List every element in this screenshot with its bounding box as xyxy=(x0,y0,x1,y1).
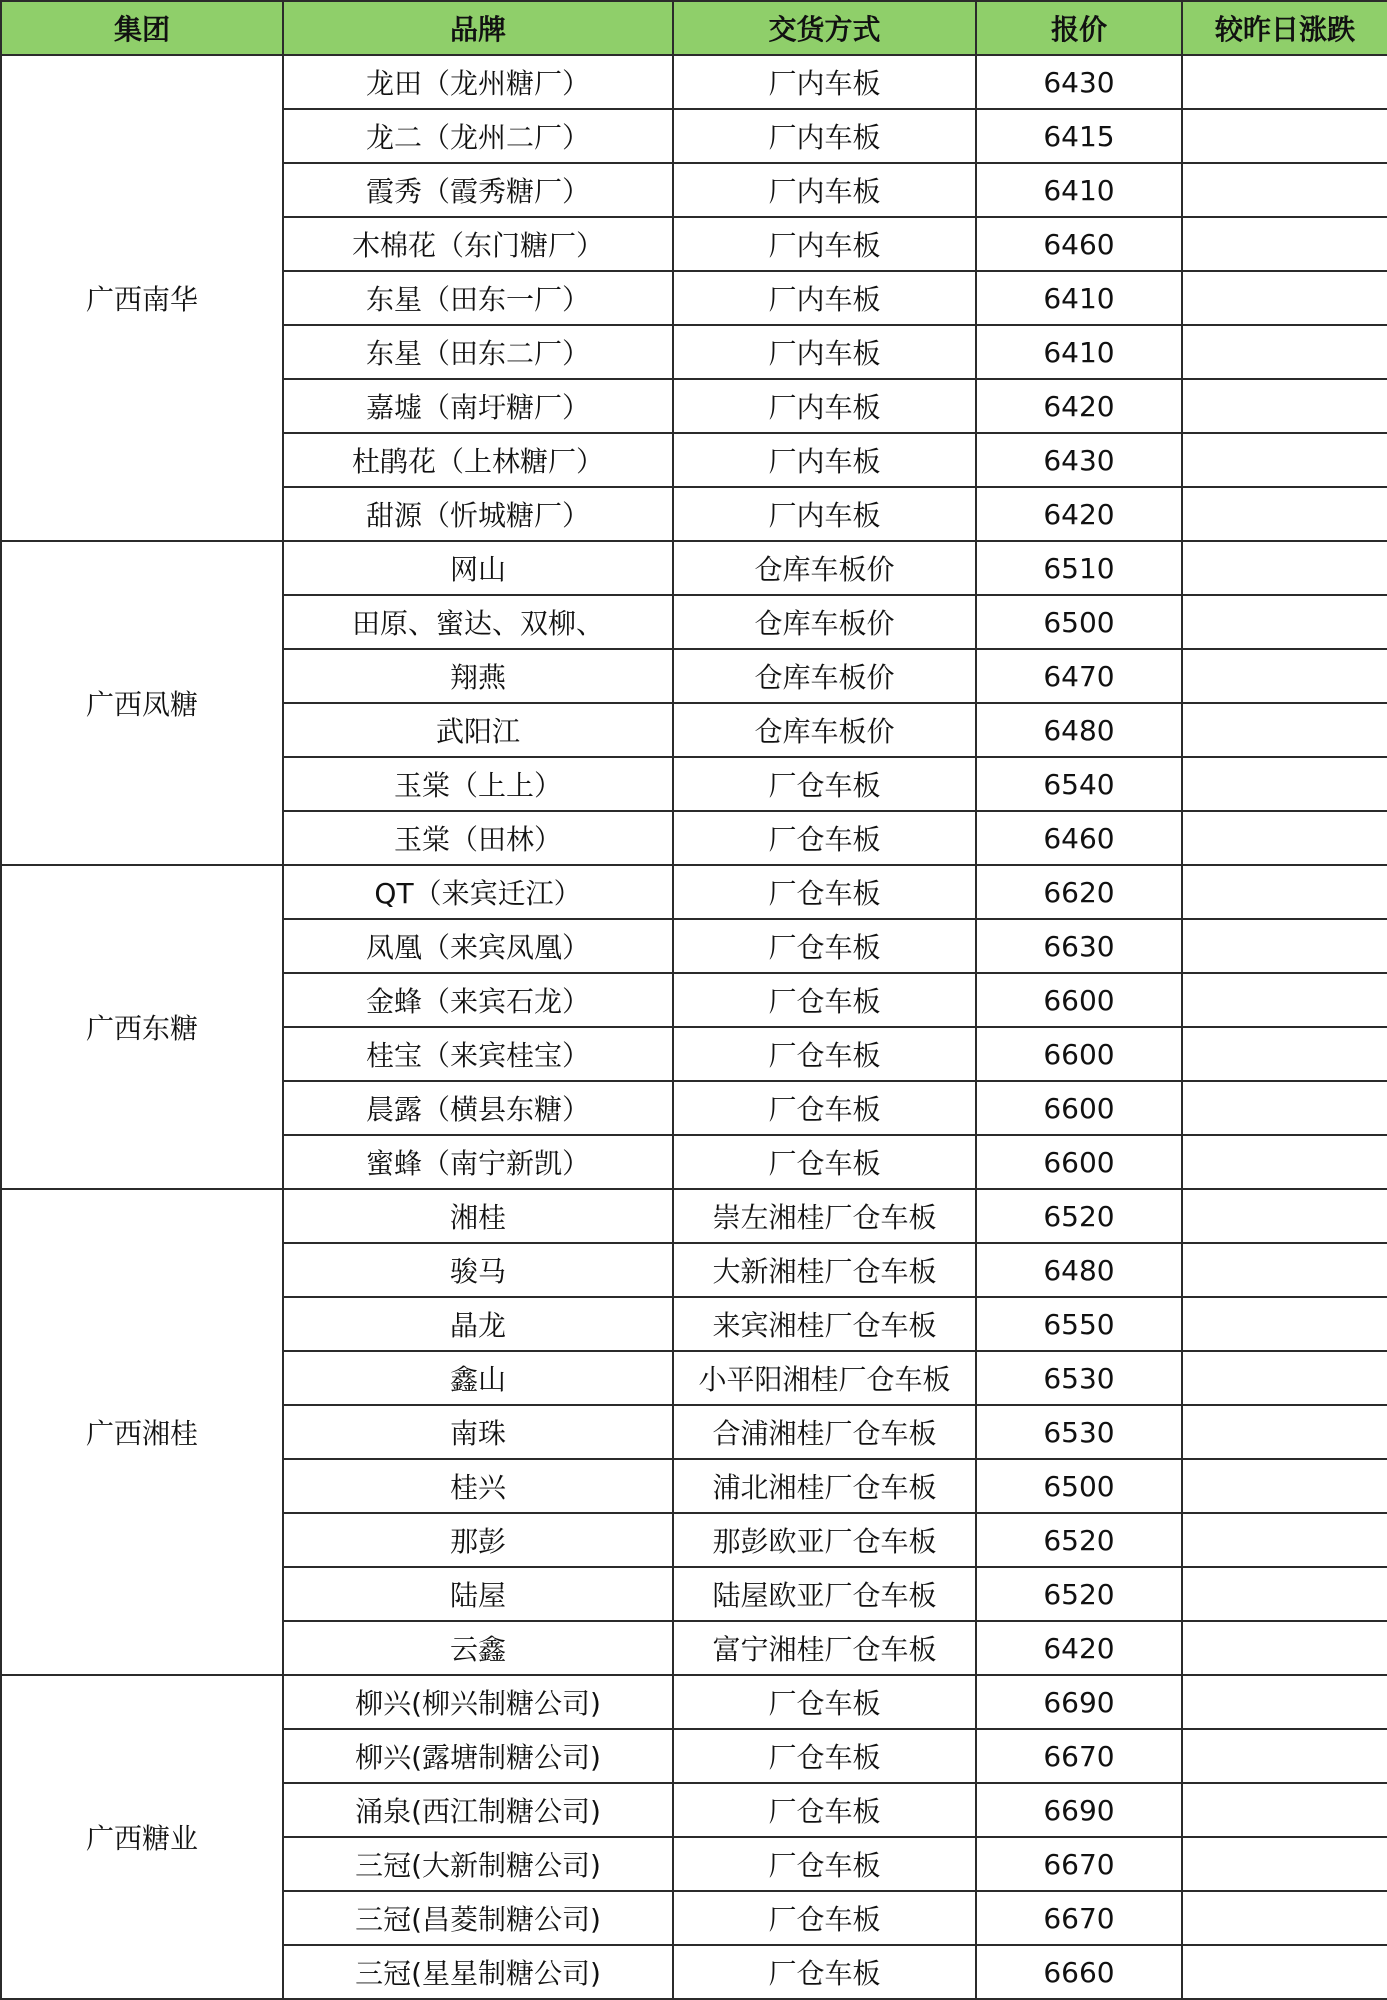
change-cell xyxy=(1182,1729,1387,1783)
brand-cell: 三冠(昌菱制糖公司) xyxy=(283,1891,673,1945)
delivery-cell: 厂内车板 xyxy=(673,55,976,109)
brand-cell: 甜源（忻城糖厂） xyxy=(283,487,673,541)
delivery-cell: 厂仓车板 xyxy=(673,919,976,973)
delivery-cell: 小平阳湘桂厂仓车板 xyxy=(673,1351,976,1405)
change-cell xyxy=(1182,1783,1387,1837)
brand-cell: 杜鹃花（上林糖厂） xyxy=(283,433,673,487)
change-cell xyxy=(1182,163,1387,217)
delivery-cell: 厂仓车板 xyxy=(673,1945,976,1999)
brand-cell: 湘桂 xyxy=(283,1189,673,1243)
price-cell: 6530 xyxy=(976,1405,1182,1459)
change-cell xyxy=(1182,1459,1387,1513)
delivery-cell: 那彭欧亚厂仓车板 xyxy=(673,1513,976,1567)
change-cell xyxy=(1182,1675,1387,1729)
brand-cell: 龙田（龙州糖厂） xyxy=(283,55,673,109)
header-brand: 品牌 xyxy=(283,1,673,55)
change-cell xyxy=(1182,1621,1387,1675)
price-cell: 6690 xyxy=(976,1675,1182,1729)
change-cell xyxy=(1182,1243,1387,1297)
brand-cell: 田原、蜜达、双柳、 xyxy=(283,595,673,649)
delivery-cell: 厂仓车板 xyxy=(673,1675,976,1729)
change-cell xyxy=(1182,1135,1387,1189)
brand-cell: 凤凰（来宾凤凰） xyxy=(283,919,673,973)
brand-cell: 嘉墟（南圩糖厂） xyxy=(283,379,673,433)
brand-cell: 涌泉(西江制糖公司) xyxy=(283,1783,673,1837)
brand-cell: 玉棠（田林） xyxy=(283,811,673,865)
change-cell xyxy=(1182,1189,1387,1243)
delivery-cell: 厂仓车板 xyxy=(673,1891,976,1945)
price-cell: 6410 xyxy=(976,325,1182,379)
delivery-cell: 陆屋欧亚厂仓车板 xyxy=(673,1567,976,1621)
delivery-cell: 厂仓车板 xyxy=(673,1081,976,1135)
change-cell xyxy=(1182,271,1387,325)
change-cell xyxy=(1182,1081,1387,1135)
price-cell: 6620 xyxy=(976,865,1182,919)
price-cell: 6480 xyxy=(976,1243,1182,1297)
brand-cell: 三冠(星星制糖公司) xyxy=(283,1945,673,1999)
brand-cell: 三冠(大新制糖公司) xyxy=(283,1837,673,1891)
price-cell: 6520 xyxy=(976,1567,1182,1621)
delivery-cell: 厂仓车板 xyxy=(673,1135,976,1189)
table-row xyxy=(1,541,1387,595)
change-cell xyxy=(1182,109,1387,163)
table-row xyxy=(1,865,1387,919)
price-cell: 6540 xyxy=(976,757,1182,811)
price-cell: 6430 xyxy=(976,55,1182,109)
price-cell: 6660 xyxy=(976,1945,1182,1999)
delivery-cell: 厂仓车板 xyxy=(673,1027,976,1081)
brand-cell: QT（来宾迁江） xyxy=(283,865,673,919)
price-cell: 6500 xyxy=(976,1459,1182,1513)
brand-cell: 柳兴(柳兴制糖公司) xyxy=(283,1675,673,1729)
delivery-cell: 厂内车板 xyxy=(673,379,976,433)
brand-cell: 柳兴(露塘制糖公司) xyxy=(283,1729,673,1783)
delivery-cell: 大新湘桂厂仓车板 xyxy=(673,1243,976,1297)
price-cell: 6510 xyxy=(976,541,1182,595)
delivery-cell: 厂仓车板 xyxy=(673,757,976,811)
price-cell: 6520 xyxy=(976,1189,1182,1243)
group-name-cell: 广西凤糖 xyxy=(1,541,283,865)
change-cell xyxy=(1182,433,1387,487)
delivery-cell: 厂仓车板 xyxy=(673,865,976,919)
delivery-cell: 厂内车板 xyxy=(673,325,976,379)
brand-cell: 东星（田东二厂） xyxy=(283,325,673,379)
price-cell: 6410 xyxy=(976,271,1182,325)
brand-cell: 桂兴 xyxy=(283,1459,673,1513)
price-cell: 6520 xyxy=(976,1513,1182,1567)
price-cell: 6500 xyxy=(976,595,1182,649)
brand-cell: 骏马 xyxy=(283,1243,673,1297)
brand-cell: 鑫山 xyxy=(283,1351,673,1405)
header-delivery: 交货方式 xyxy=(673,1,976,55)
header-row xyxy=(1,1,1387,55)
brand-cell: 玉棠（上上） xyxy=(283,757,673,811)
group-name-cell: 广西糖业 xyxy=(1,1675,283,1999)
delivery-cell: 厂仓车板 xyxy=(673,811,976,865)
price-cell: 6480 xyxy=(976,703,1182,757)
delivery-cell: 浦北湘桂厂仓车板 xyxy=(673,1459,976,1513)
change-cell xyxy=(1182,217,1387,271)
brand-cell: 网山 xyxy=(283,541,673,595)
delivery-cell: 厂内车板 xyxy=(673,487,976,541)
price-cell: 6670 xyxy=(976,1729,1182,1783)
brand-cell: 南珠 xyxy=(283,1405,673,1459)
change-cell xyxy=(1182,487,1387,541)
brand-cell: 晨露（横县东糖） xyxy=(283,1081,673,1135)
delivery-cell: 仓库车板价 xyxy=(673,649,976,703)
price-cell: 6530 xyxy=(976,1351,1182,1405)
table-row xyxy=(1,1675,1387,1729)
group-name-cell: 广西东糖 xyxy=(1,865,283,1189)
change-cell xyxy=(1182,1513,1387,1567)
price-cell: 6410 xyxy=(976,163,1182,217)
change-cell xyxy=(1182,1567,1387,1621)
change-cell xyxy=(1182,1945,1387,1999)
change-cell xyxy=(1182,379,1387,433)
change-cell xyxy=(1182,1891,1387,1945)
change-cell xyxy=(1182,1837,1387,1891)
delivery-cell: 仓库车板价 xyxy=(673,703,976,757)
brand-cell: 武阳江 xyxy=(283,703,673,757)
header-group: 集团 xyxy=(1,1,283,55)
change-cell xyxy=(1182,1351,1387,1405)
group-name-cell: 广西湘桂 xyxy=(1,1189,283,1675)
delivery-cell: 厂仓车板 xyxy=(673,1837,976,1891)
change-cell xyxy=(1182,703,1387,757)
delivery-cell: 厂内车板 xyxy=(673,163,976,217)
price-cell: 6430 xyxy=(976,433,1182,487)
delivery-cell: 合浦湘桂厂仓车板 xyxy=(673,1405,976,1459)
brand-cell: 木棉花（东门糖厂） xyxy=(283,217,673,271)
brand-cell: 那彭 xyxy=(283,1513,673,1567)
price-cell: 6420 xyxy=(976,379,1182,433)
brand-cell: 陆屋 xyxy=(283,1567,673,1621)
table-header xyxy=(1,1,1387,55)
price-cell: 6600 xyxy=(976,1027,1182,1081)
brand-cell: 晶龙 xyxy=(283,1297,673,1351)
change-cell xyxy=(1182,1297,1387,1351)
price-cell: 6470 xyxy=(976,649,1182,703)
brand-cell: 龙二（龙州二厂） xyxy=(283,109,673,163)
brand-cell: 东星（田东一厂） xyxy=(283,271,673,325)
delivery-cell: 厂内车板 xyxy=(673,271,976,325)
price-cell: 6420 xyxy=(976,487,1182,541)
change-cell xyxy=(1182,55,1387,109)
change-cell xyxy=(1182,1405,1387,1459)
price-cell: 6670 xyxy=(976,1837,1182,1891)
change-cell xyxy=(1182,865,1387,919)
price-cell: 6670 xyxy=(976,1891,1182,1945)
brand-cell: 云鑫 xyxy=(283,1621,673,1675)
delivery-cell: 厂内车板 xyxy=(673,217,976,271)
change-cell xyxy=(1182,919,1387,973)
price-cell: 6600 xyxy=(976,973,1182,1027)
change-cell xyxy=(1182,595,1387,649)
brand-cell: 蜜蜂（南宁新凯） xyxy=(283,1135,673,1189)
price-cell: 6415 xyxy=(976,109,1182,163)
price-cell: 6420 xyxy=(976,1621,1182,1675)
delivery-cell: 富宁湘桂厂仓车板 xyxy=(673,1621,976,1675)
price-cell: 6460 xyxy=(976,811,1182,865)
header-change: 较昨日涨跌 xyxy=(1182,1,1387,55)
delivery-cell: 厂仓车板 xyxy=(673,1729,976,1783)
price-cell: 6690 xyxy=(976,1783,1182,1837)
price-cell: 6600 xyxy=(976,1135,1182,1189)
delivery-cell: 仓库车板价 xyxy=(673,541,976,595)
change-cell xyxy=(1182,757,1387,811)
delivery-cell: 厂仓车板 xyxy=(673,1783,976,1837)
change-cell xyxy=(1182,1027,1387,1081)
table-row xyxy=(1,55,1387,109)
table-body xyxy=(1,55,1387,1999)
delivery-cell: 厂仓车板 xyxy=(673,973,976,1027)
price-cell: 6460 xyxy=(976,217,1182,271)
delivery-cell: 来宾湘桂厂仓车板 xyxy=(673,1297,976,1351)
delivery-cell: 厂内车板 xyxy=(673,109,976,163)
price-cell: 6600 xyxy=(976,1081,1182,1135)
change-cell xyxy=(1182,649,1387,703)
delivery-cell: 崇左湘桂厂仓车板 xyxy=(673,1189,976,1243)
price-cell: 6550 xyxy=(976,1297,1182,1351)
brand-cell: 霞秀（霞秀糖厂） xyxy=(283,163,673,217)
delivery-cell: 仓库车板价 xyxy=(673,595,976,649)
change-cell xyxy=(1182,973,1387,1027)
table-row xyxy=(1,1189,1387,1243)
header-price: 报价 xyxy=(976,1,1182,55)
brand-cell: 翔燕 xyxy=(283,649,673,703)
brand-cell: 桂宝（来宾桂宝） xyxy=(283,1027,673,1081)
brand-cell: 金蜂（来宾石龙） xyxy=(283,973,673,1027)
change-cell xyxy=(1182,541,1387,595)
change-cell xyxy=(1182,811,1387,865)
price-cell: 6630 xyxy=(976,919,1182,973)
change-cell xyxy=(1182,325,1387,379)
group-name-cell: 广西南华 xyxy=(1,55,283,541)
delivery-cell: 厂内车板 xyxy=(673,433,976,487)
